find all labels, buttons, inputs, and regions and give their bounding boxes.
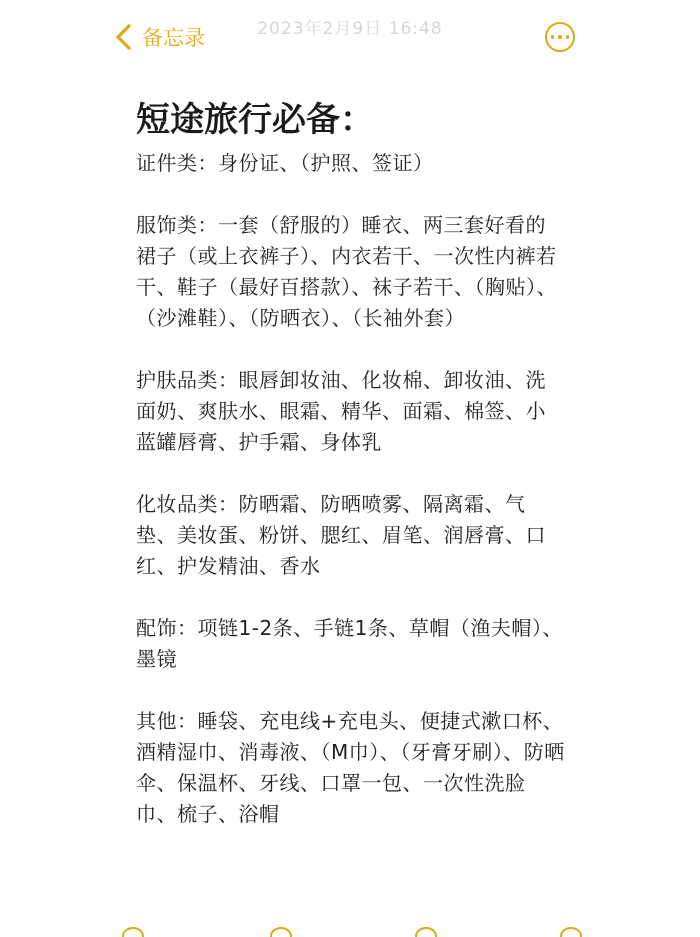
ellipsis-circle-icon <box>551 35 555 39</box>
note-title: 短途旅行必备： <box>136 100 374 140</box>
bottom-toolbar <box>0 927 700 937</box>
note-paragraph-makeup: 化妆品类：防晒霜、防晒喷雾、隔离霜、气垫、美妆蛋、粉饼、腮红、眉笔、润唇膏、口红、护发精油、香水 <box>136 492 546 578</box>
camera-icon[interactable] <box>270 927 292 937</box>
note-content[interactable] <box>136 98 566 861</box>
markup-icon[interactable] <box>415 927 437 937</box>
status-time: 2023年2月9日 16:48 <box>257 19 443 39</box>
note-paragraph-clothing: 服饰类：一套（舒服的）睡衣、两三套好看的裙子（或上衣裤子）、内衣若干、一次性内裤若干、鞋子（最好百搭款）、袜子若干、（胸贴）、（沙滩鞋）、（防晒衣）、（长袖外套） <box>136 213 557 330</box>
note-paragraph-documents: 证件类：身份证、（护照、签证） <box>136 151 434 175</box>
back-button[interactable] <box>112 22 205 52</box>
note-paragraph-other: 其他：睡袋、充电线+充电头、便捷式漱口杯、酒精湿巾、消毒液、（M巾）、（牙膏牙刷）、防晒伞、保温杯、牙线、口罩一包、一次性洗脸巾、梳子、浴帽 <box>136 709 565 826</box>
compose-icon[interactable] <box>560 927 582 937</box>
note-paragraph-skincare: 护肤品类：眼唇卸妆油、化妆棉、卸妆油、洗面奶、爽肤水、眼霜、精华、面霜、棉签、小蓝罐唇膏、护手霜、身体乳 <box>136 368 546 454</box>
more-button[interactable] <box>545 22 575 52</box>
checklist-icon[interactable] <box>122 927 144 937</box>
chevron-left-icon <box>112 23 136 51</box>
note-paragraph-accessories: 配饰：项链1-2条、手链1条、草帽（渔夫帽）、墨镜 <box>136 616 563 671</box>
back-label: 备忘录 <box>142 26 205 50</box>
